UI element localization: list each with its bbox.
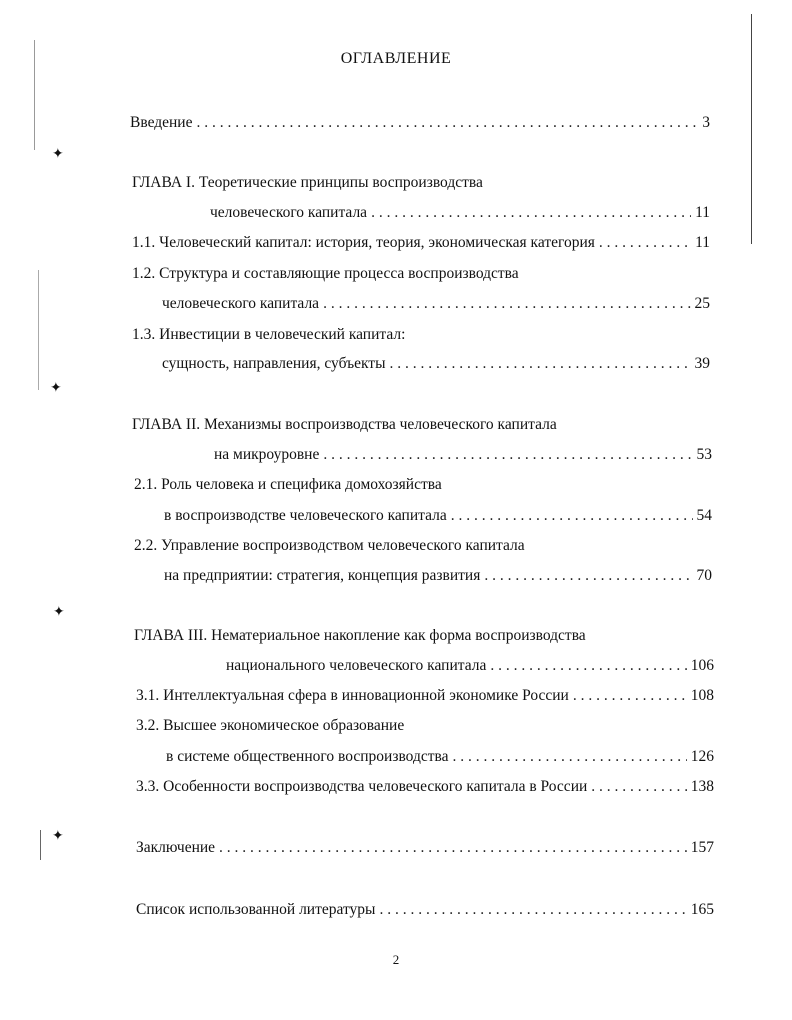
toc-entry-page: 11 <box>695 204 710 221</box>
toc-entry-page: 106 <box>690 657 714 674</box>
toc-entry-text: Заключение <box>136 839 216 856</box>
page-title: ОГЛАВЛЕНИЕ <box>340 50 452 67</box>
toc-entry-text: 1.1. Человеческий капитал: история, теория, экономическая категория <box>132 234 595 251</box>
toc-entry-text: на предприятии: стратегия, концепция развития <box>164 567 481 584</box>
toc-entry-text: 3.3. Особенности воспроизводства человеческого капитала в России <box>136 778 588 795</box>
dot-leader <box>453 748 687 766</box>
toc-entry-section-2-2 <box>164 567 712 585</box>
toc-entry-section-3-2 <box>166 748 714 766</box>
scan-edge-line-right <box>751 14 752 244</box>
toc-entry-section-2-1 <box>164 507 712 525</box>
toc-entry-page: 70 <box>696 567 712 584</box>
section-2-2-heading: 2.2. Управление воспроизводством человеческого капитала <box>134 537 525 554</box>
page-number: 2 <box>392 952 400 967</box>
toc-entry-page: 3 <box>702 114 710 131</box>
toc-entry-text: в системе общественного воспроизводства <box>166 748 449 765</box>
toc-entry-page: 54 <box>696 507 712 524</box>
toc-entry-chapter-3 <box>226 657 714 675</box>
toc-entry-page: 126 <box>690 748 714 765</box>
toc-entry-section-1-3 <box>162 355 710 373</box>
toc-entry-page: 108 <box>690 687 714 704</box>
toc-entry-section-1-1 <box>132 234 710 252</box>
toc-entry-text: человеческого капитала <box>210 204 368 221</box>
punch-mark-3: ✦ <box>53 605 65 620</box>
dot-leader <box>219 839 687 857</box>
chapter-2-heading: ГЛАВА II. Механизмы воспроизводства человеческого капитала <box>132 416 557 433</box>
section-1-2-heading: 1.2. Структура и составляющие процесса воспроизводства <box>132 265 519 282</box>
toc-entry-page: 25 <box>694 295 710 312</box>
toc-entry-text: Введение <box>130 114 193 131</box>
toc-entry-page: 39 <box>694 355 710 372</box>
dot-leader <box>451 507 693 525</box>
scan-edge-line-left-bottom <box>40 830 41 860</box>
dot-leader <box>390 355 691 373</box>
section-1-3-heading: 1.3. Инвестиции в человеческий капитал: <box>132 326 406 343</box>
chapter-1-heading: ГЛАВА I. Теоретические принципы воспроизводства <box>132 174 483 191</box>
toc-entry-section-3-1 <box>136 687 714 705</box>
dot-leader <box>196 114 698 132</box>
punch-mark-2: ✦ <box>50 381 62 396</box>
toc-entry-intro <box>130 114 710 132</box>
toc-entry-text: национального человеческого капитала <box>226 657 487 674</box>
dot-leader <box>323 295 690 313</box>
dot-leader <box>490 657 686 675</box>
toc-entry-page: 138 <box>690 778 714 795</box>
toc-entry-page: 157 <box>690 839 714 856</box>
dot-leader <box>379 901 686 919</box>
toc-entry-chapter-1 <box>210 204 710 222</box>
toc-entry-text: в воспроизводстве человеческого капитала <box>164 507 447 524</box>
dot-leader <box>323 446 692 464</box>
toc-entry-section-3-3 <box>136 778 714 796</box>
toc-entry-references <box>136 901 714 919</box>
dot-leader <box>484 567 692 585</box>
toc-entry-text: 3.1. Интеллектуальная сфера в инновационной экономике России <box>136 687 569 704</box>
chapter-3-heading: ГЛАВА III. Нематериальное накопление как форма воспроизводства <box>134 627 586 644</box>
section-2-1-heading: 2.1. Роль человека и специфика домохозяйства <box>134 476 442 493</box>
toc-entry-text: Список использованной литературы <box>136 901 376 918</box>
toc-entry-text: человеческого капитала <box>162 295 320 312</box>
dot-leader <box>599 234 691 252</box>
toc-entry-page: 11 <box>695 234 710 251</box>
toc-entry-page: 165 <box>690 901 714 918</box>
toc-entry-chapter-2 <box>214 446 712 464</box>
toc-entry-section-1-2 <box>162 295 710 313</box>
punch-mark-4: ✦ <box>52 829 64 844</box>
dot-leader <box>591 778 686 796</box>
toc-entry-conclusion <box>136 839 714 857</box>
dot-leader <box>573 687 687 705</box>
punch-mark-1: ✦ <box>52 147 64 162</box>
toc-entry-page: 53 <box>696 446 712 463</box>
dot-leader <box>371 204 691 222</box>
toc-entry-text: сущность, направления, субъекты <box>162 355 386 372</box>
toc-entry-text: на микроуровне <box>214 446 320 463</box>
scan-edge-line-left-lower <box>38 270 39 390</box>
section-3-2-heading: 3.2. Высшее экономическое образование <box>136 717 405 734</box>
